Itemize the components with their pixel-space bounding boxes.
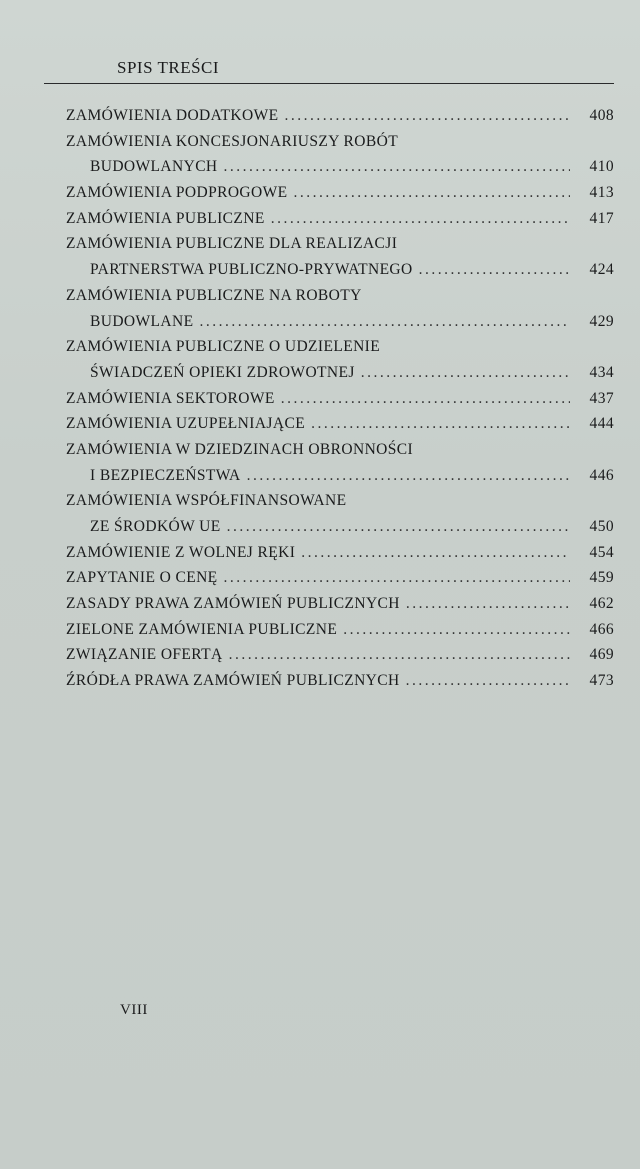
toc-entry-line	[66, 672, 614, 698]
header-rule	[44, 83, 614, 84]
toc-leader-dots	[406, 672, 570, 690]
toc-entry-page: 424	[589, 261, 614, 279]
toc-entry-page: 434	[589, 363, 614, 381]
toc-entry-line	[66, 646, 614, 672]
toc-entry-title: ZAMÓWIENIA PUBLICZNE NA ROBOTY	[66, 286, 362, 304]
toc-entry-title: PARTNERSTWA PUBLICZNO-PRYWATNEGO	[90, 261, 413, 279]
toc-leader-dots	[224, 569, 570, 587]
toc-entry-page: 437	[589, 389, 614, 407]
toc-leader-dots	[406, 595, 570, 613]
toc-entry-title: ŹRÓDŁA PRAWA ZAMÓWIEŃ PUBLICZNYCH	[66, 672, 400, 690]
toc-entry-page: 466	[589, 620, 614, 638]
toc-entry-line	[66, 313, 614, 339]
toc-entry-line	[66, 492, 614, 518]
toc-entry-line	[66, 107, 614, 133]
toc-leader-dots	[247, 467, 570, 485]
toc-leader-dots	[311, 415, 570, 433]
toc-entry-page: 459	[589, 569, 614, 587]
toc-leader-dots	[294, 184, 570, 202]
toc-leader-dots	[281, 390, 570, 408]
toc-entry-title: ZAMÓWIENIA SEKTOROWE	[66, 389, 275, 407]
toc-entry-line	[66, 158, 614, 184]
toc-entry-title: ŚWIADCZEŃ OPIEKI ZDROWOTNEJ	[90, 363, 355, 381]
toc-entry-title: ZAMÓWIENIA PODPROGOWE	[66, 184, 288, 202]
toc-entry-page: 473	[589, 672, 614, 690]
toc-leader-dots	[301, 544, 570, 562]
toc-entry-title: ZAMÓWIENIE Z WOLNEJ RĘKI	[66, 543, 296, 561]
toc-entry-page: 446	[589, 466, 614, 484]
toc-entry-line	[66, 595, 614, 621]
toc-leader-dots	[229, 646, 570, 664]
toc-entry-page: 444	[589, 415, 614, 433]
toc-entry-page: 410	[589, 158, 614, 176]
toc-leader-dots	[224, 158, 570, 176]
table-of-contents	[66, 107, 614, 698]
toc-entry-line	[66, 441, 614, 467]
page-number: VIII	[120, 1002, 148, 1018]
toc-entry-page: 450	[589, 518, 614, 535]
toc-entry-title: BUDOWLANE	[90, 312, 194, 330]
toc-entry-line	[66, 338, 614, 364]
toc-entry-page: 413	[589, 184, 614, 202]
toc-entry-page: 408	[589, 107, 614, 124]
toc-entry-title: ZE ŚRODKÓW UE	[90, 518, 221, 535]
toc-leader-dots	[343, 621, 570, 639]
toc-entry-line	[66, 569, 614, 595]
toc-entry-title: ZAMÓWIENIA W DZIEDZINACH OBRONNOŚCI	[66, 440, 414, 458]
toc-entry-title: ZAMÓWIENIA PUBLICZNE	[66, 209, 265, 227]
toc-entry-line	[66, 390, 614, 416]
toc-entry-title: BUDOWLANYCH	[90, 158, 218, 176]
toc-leader-dots	[419, 261, 570, 279]
toc-entry-line	[66, 184, 614, 210]
toc-entry-title: ZIELONE ZAMÓWIENIA PUBLICZNE	[66, 620, 338, 638]
toc-leader-dots	[271, 210, 570, 228]
toc-leader-dots	[227, 518, 570, 536]
toc-entry-title: ZAMÓWIENIA KONCESJONARIUSZY ROBÓT	[66, 132, 399, 150]
toc-entry-line	[66, 364, 614, 390]
toc-entry-line	[66, 621, 614, 647]
toc-entry-title: ZWIĄZANIE OFERTĄ	[66, 646, 223, 664]
toc-entry-page: 454	[589, 543, 614, 561]
toc-entry-title: ZAMÓWIENIA DODATKOWE	[66, 107, 279, 124]
toc-entry-title: I BEZPIECZEŃSTWA	[90, 466, 241, 484]
toc-entry-line	[66, 518, 614, 544]
toc-entry-title: ZAMÓWIENIA PUBLICZNE DLA REALIZACJI	[66, 235, 398, 253]
toc-leader-dots	[284, 107, 570, 125]
toc-entry-title: ZAMÓWIENIA PUBLICZNE O UDZIELENIE	[66, 338, 381, 356]
toc-entry-line	[66, 415, 614, 441]
toc-entry-page: 417	[589, 209, 614, 227]
toc-entry-title: ZAMÓWIENIA UZUPEŁNIAJĄCE	[66, 415, 306, 433]
toc-entry-title: ZAMÓWIENIA WSPÓŁFINANSOWANE	[66, 492, 347, 510]
toc-entry-title: ZAPYTANIE O CENĘ	[66, 569, 218, 587]
toc-entry-page: 429	[589, 312, 614, 330]
toc-leader-dots	[361, 364, 570, 382]
toc-entry-line	[66, 133, 614, 159]
toc-entry-title: ZASADY PRAWA ZAMÓWIEŃ PUBLICZNYCH	[66, 595, 400, 613]
toc-leader-dots	[199, 313, 570, 331]
toc-entry-line	[66, 287, 614, 313]
toc-entry-line	[66, 467, 614, 493]
toc-entry-page: 469	[589, 646, 614, 664]
toc-entry-line	[66, 261, 614, 287]
toc-entry-page: 462	[589, 595, 614, 613]
toc-entry-line	[66, 210, 614, 236]
page-title: SPIS TREŚCI	[117, 58, 220, 77]
toc-entry-line	[66, 235, 614, 261]
toc-entry-line	[66, 544, 614, 570]
